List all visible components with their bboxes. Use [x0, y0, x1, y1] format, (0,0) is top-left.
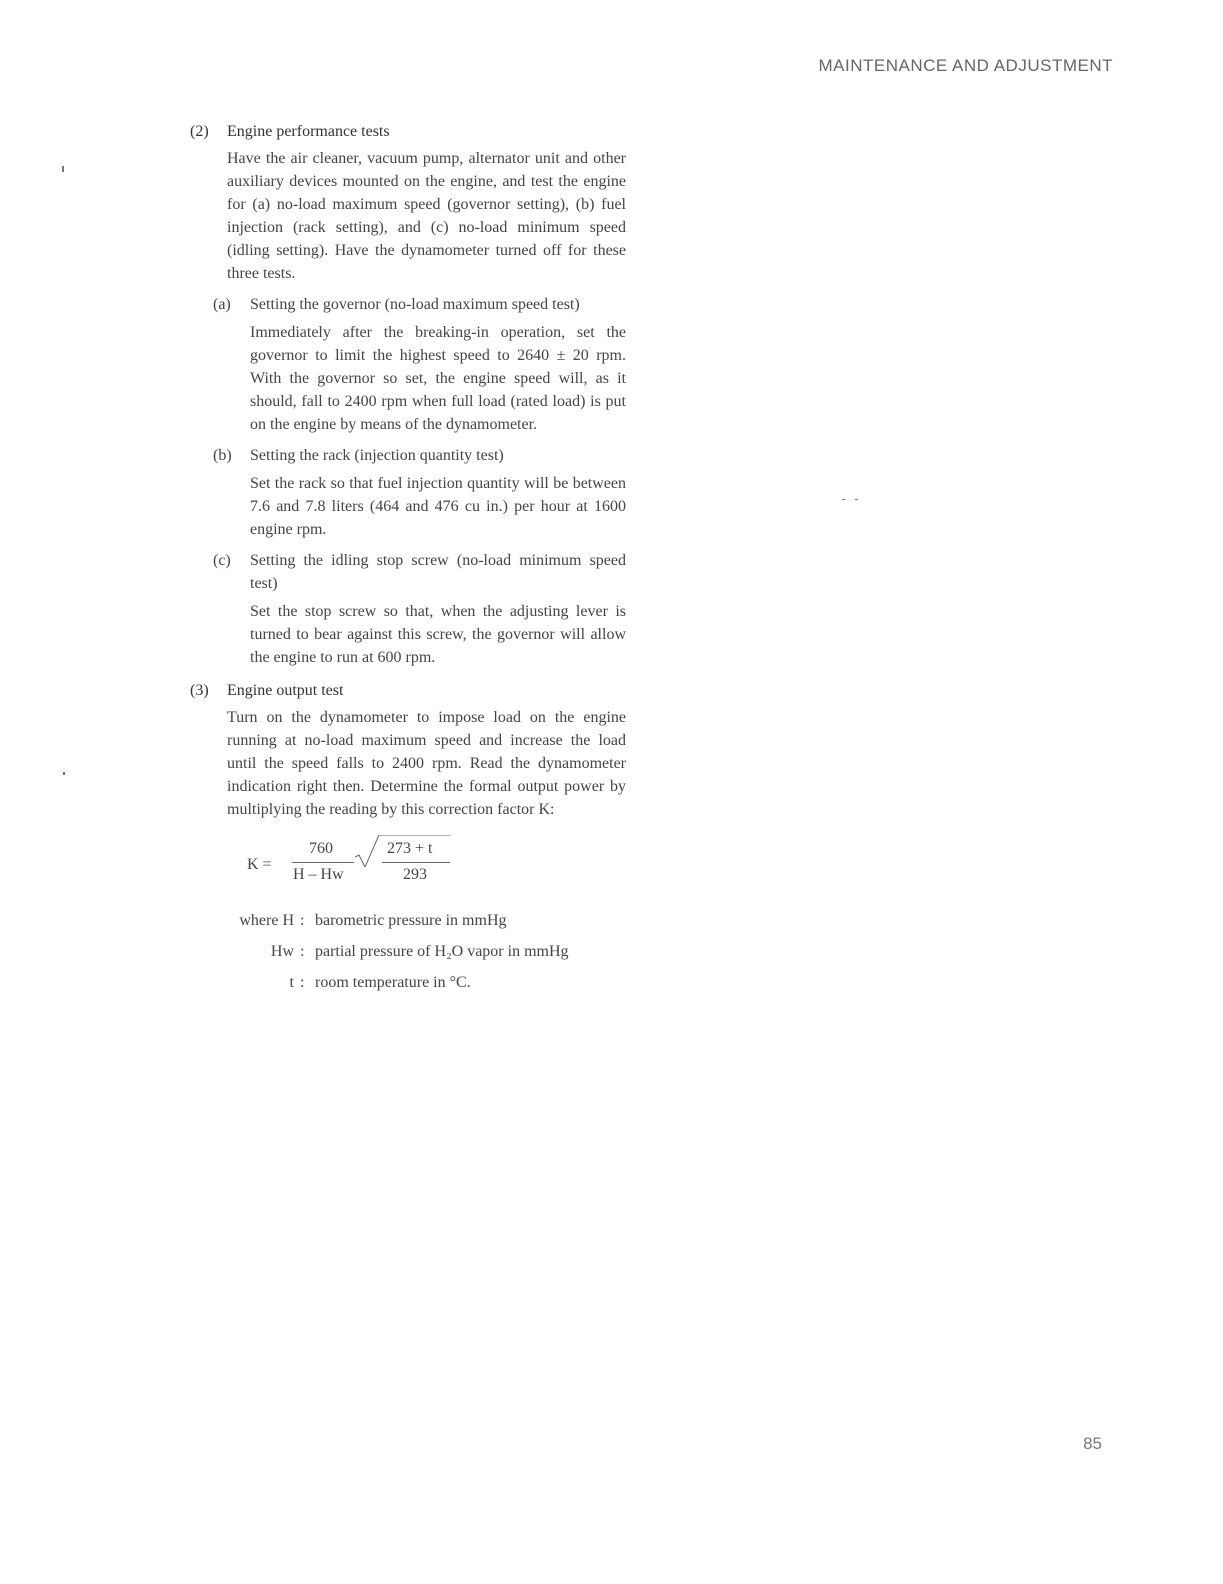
scan-speck — [842, 499, 845, 500]
formula-denominator-2: 293 — [403, 866, 427, 883]
legend-description: barometric pressure in mmHg — [315, 912, 507, 929]
subsection-label: (b) — [213, 447, 232, 464]
legend-colon: : — [300, 974, 305, 991]
page-number: 85 — [1083, 1434, 1102, 1453]
subsection-title: Setting the idling stop screw (no-load minimum speed test) — [250, 552, 626, 592]
legend-symbol: Hw — [270, 943, 294, 960]
section-2-heading — [190, 120, 626, 143]
scan-speck — [855, 499, 858, 500]
subsection-a — [213, 293, 626, 436]
subsection-b — [213, 444, 626, 541]
section-title: Engine performance tests — [227, 123, 390, 140]
running-header: MAINTENANCE AND ADJUSTMENT — [818, 56, 1113, 75]
legend-row — [232, 909, 626, 940]
subsection-title: Setting the rack (injection quantity test) — [250, 447, 504, 464]
legend-row — [232, 940, 626, 971]
formula-lhs: K = — [247, 856, 272, 873]
legend-row — [232, 971, 626, 1002]
legend-description: room temperature in °C. — [315, 974, 471, 991]
section-number: (2) — [190, 123, 209, 140]
scan-speck — [63, 772, 65, 775]
formula-numerator-1: 760 — [309, 840, 333, 857]
subsection-body: Set the stop screw so that, when the adjusting lever is turned to bear against this screw, the governor will allow the engine to run at 600 rpm. — [250, 603, 626, 666]
section-3-heading — [190, 679, 626, 702]
subsection-label: (a) — [213, 296, 231, 313]
formula-denominator-1: H – Hw — [293, 866, 344, 883]
section-number: (3) — [190, 682, 209, 699]
subsection-body: Set the rack so that fuel injection quantity will be between 7.6 and 7.8 liters (464 and 476 cu in.) per hour at 1600 engine rpm. — [250, 475, 626, 538]
section-3-body: Turn on the dynamometer to impose load on the engine running at no-load maximum speed and increase the load until the speed falls to 2400 rpm. Read the dynamometer indication right then. Determine the formal output power by multiplying the reading by this correction factor K: — [227, 709, 626, 818]
legend-prefix: where — [239, 912, 279, 929]
legend-description: partial pressure of H₂O vapor in mmHg — [315, 943, 569, 960]
section-title: Engine output test — [227, 682, 344, 699]
main-content — [190, 120, 626, 1002]
legend-symbol: t — [289, 974, 294, 991]
scan-speck — [62, 166, 64, 172]
section-2-body: Have the air cleaner, vacuum pump, alternator unit and other auxiliary devices mounted on the engine, and test the engine for (a) no-load maximum speed (governor setting), (b) fuel injection (rack setting), and (c) no-load minimum speed (idling setting). Have the dynamometer turned off for these three tests. — [227, 150, 626, 282]
formula-numerator-2: 273 + t — [387, 840, 433, 857]
subsection-title: Setting the governor (no-load maximum speed test) — [250, 296, 580, 313]
legend-colon: : — [300, 943, 305, 960]
formula-legend — [232, 909, 626, 1002]
subsection-body: Immediately after the breaking-in operation, set the governor to limit the highest speed to 2640 ± 20 rpm. With the governor so set, the engine speed will, as it should, fall to 2400 rpm when full load (rated load) is put on the engine by means of the dynamometer. — [250, 324, 626, 433]
legend-colon: : — [300, 912, 305, 929]
subsection-c — [213, 549, 626, 669]
correction-factor-formula — [227, 835, 626, 897]
legend-symbol: H — [282, 912, 294, 929]
subsection-label: (c) — [213, 552, 231, 569]
